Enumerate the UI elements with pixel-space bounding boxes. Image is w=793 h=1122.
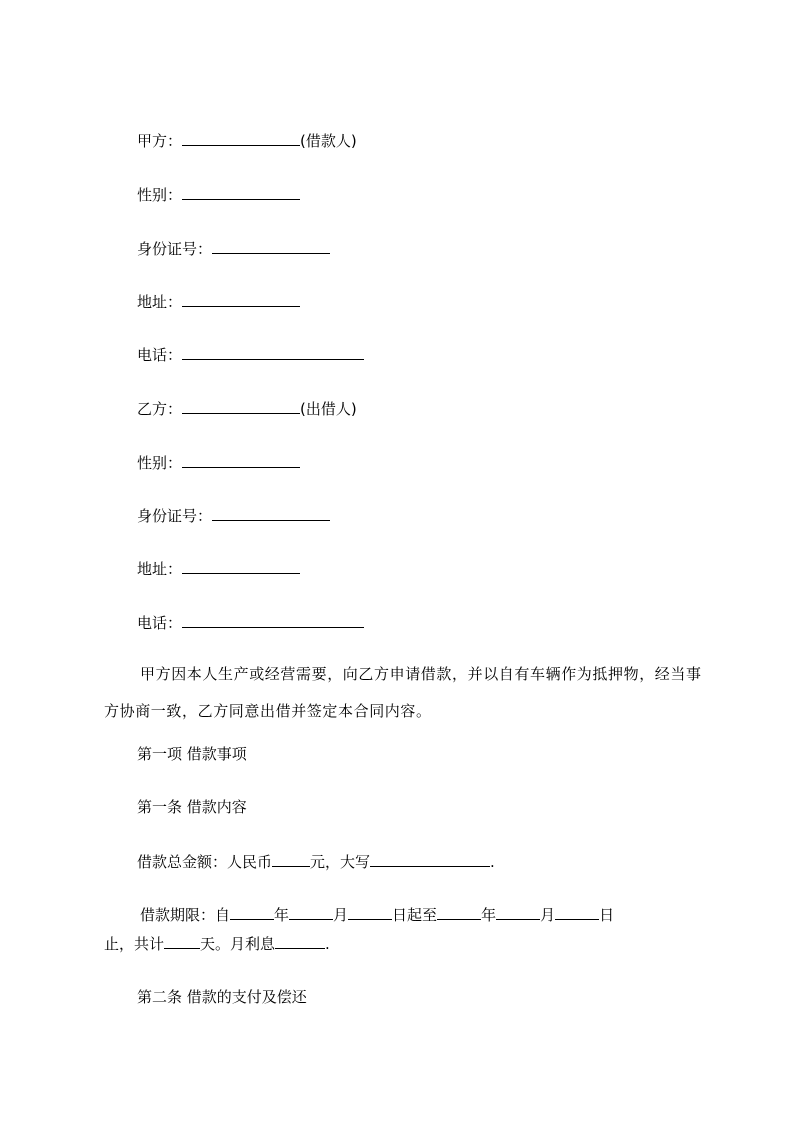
party-a-suffix: (借款人) [300, 132, 357, 150]
term-day2: 日 [599, 906, 615, 924]
party-b-gender-label: 性别： [137, 454, 183, 472]
term-year1-blank[interactable] [230, 904, 274, 920]
party-a-gender-line [137, 184, 300, 204]
term-day2-blank[interactable] [555, 904, 599, 920]
party-a-gender-blank[interactable] [182, 184, 300, 200]
term-day1: 日起至 [392, 906, 438, 924]
party-a-address-label: 地址： [137, 293, 183, 311]
term-days-blank[interactable] [164, 933, 200, 949]
intro-paragraph: 甲方因本人生产或经营需要，向乙方申请借款，并以自有车辆作为抵押物，经当事方协商一致，乙方同意出借并签定本合同内容。 [104, 665, 702, 720]
party-a-address-blank[interactable] [182, 291, 300, 307]
party-b-phone-line [137, 612, 364, 632]
amount-end: . [490, 853, 495, 871]
term-day1-blank[interactable] [348, 904, 392, 920]
term-year2: 年 [481, 906, 497, 924]
party-a-address-line [137, 291, 300, 311]
section1-title: 第一项 借款事项 [137, 745, 247, 763]
party-b-label: 乙方： [137, 400, 183, 418]
party-b-address-blank[interactable] [182, 558, 300, 574]
article1-title: 第一条 借款内容 [137, 798, 247, 816]
term-interest-blank[interactable] [275, 933, 325, 949]
party-a-blank[interactable] [182, 130, 300, 146]
party-a-phone-line [137, 344, 364, 364]
party-a-id-blank[interactable] [212, 238, 330, 254]
party-b-blank[interactable] [182, 398, 300, 414]
party-a-phone-label: 电话： [137, 346, 183, 364]
party-b-id-label: 身份证号： [137, 507, 213, 525]
party-a-gender-label: 性别： [137, 186, 183, 204]
amount-words-blank[interactable] [370, 851, 490, 867]
amount-label: 借款总金额：人民币 [137, 853, 273, 871]
party-a-id-line [137, 238, 330, 258]
term-year2-blank[interactable] [437, 904, 481, 920]
party-b-phone-blank[interactable] [182, 612, 364, 628]
term-month2-blank[interactable] [496, 904, 540, 920]
party-a-phone-blank[interactable] [182, 344, 364, 360]
amount-number-blank[interactable] [272, 851, 310, 867]
party-b-phone-label: 电话： [137, 614, 183, 632]
term-year1: 年 [274, 906, 290, 924]
term-line-1 [140, 904, 614, 924]
party-b-gender-blank[interactable] [182, 452, 300, 468]
amount-line [137, 851, 495, 871]
term-month1: 月 [333, 906, 349, 924]
party-b-address-line [137, 558, 300, 578]
party-a-id-label: 身份证号： [137, 240, 213, 258]
term-days: 天。月利息 [200, 935, 276, 953]
term-month2: 月 [540, 906, 556, 924]
term-line2-start: 止，共计 [104, 935, 165, 953]
term-end: . [325, 935, 330, 953]
party-b-suffix: (出借人) [300, 400, 357, 418]
amount-unit: 元，大写 [310, 853, 371, 871]
party-b-id-blank[interactable] [212, 505, 330, 521]
party-a-label: 甲方： [137, 132, 183, 150]
party-b-id-line [137, 505, 330, 525]
party-b-line [137, 398, 357, 418]
article2-title: 第二条 借款的支付及偿还 [137, 988, 307, 1006]
term-month1-blank[interactable] [289, 904, 333, 920]
party-a-line [137, 130, 357, 150]
term-line-2 [104, 933, 330, 953]
term-label: 借款期限：自 [140, 906, 231, 924]
party-b-address-label: 地址： [137, 560, 183, 578]
party-b-gender-line [137, 452, 300, 472]
